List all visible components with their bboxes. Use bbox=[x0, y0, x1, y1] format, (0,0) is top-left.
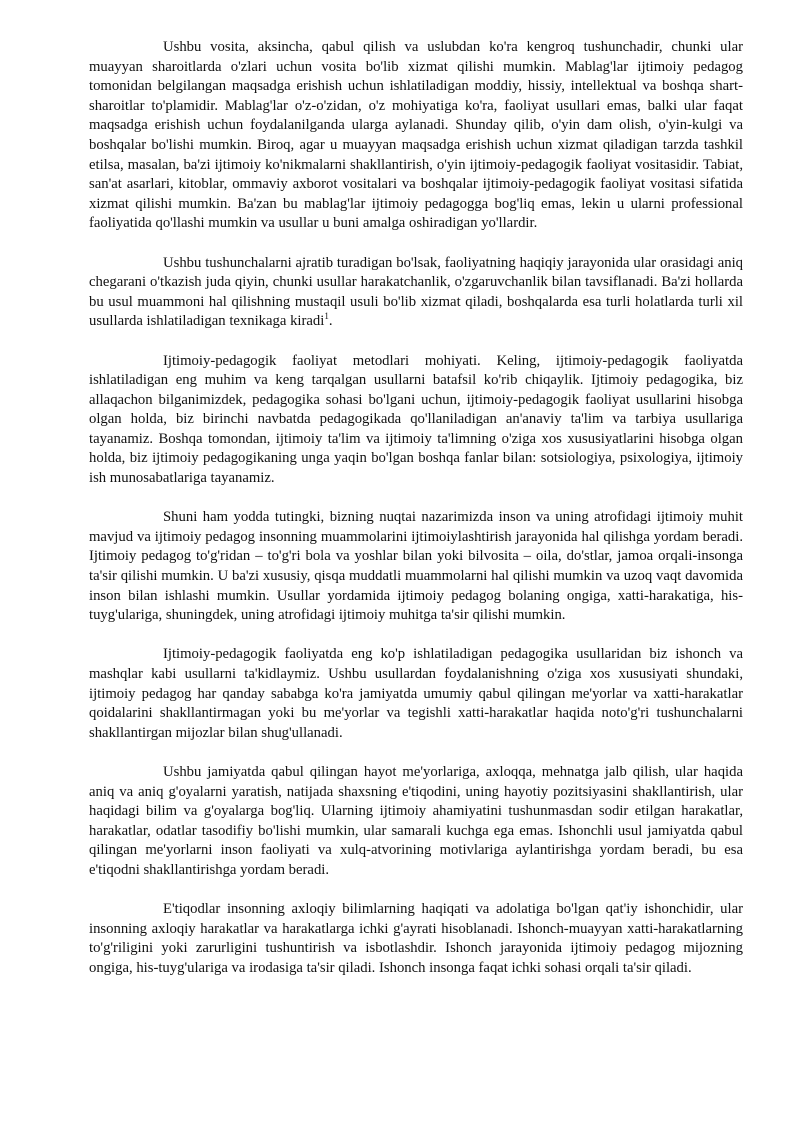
paragraph-text: Ushbu jamiyatda qabul qilingan hayot me'yorlariga, axloqqa, mehnatga jalb qilish, ular haqida aniq va aniq g'oyalarni yaratish, natijada shaxsning e'tiqodini, uning hayotiy pozitsiyasini shakllantirish, ular haqidagi bilim va g'oyalarga bog'liq. Ularning ijtimoiy ahamiyatini tushunmasdan sodir etilgan harakatlar, harakatlar, odatlar tasodifiy bo'lishi mumkin, ular samarali kuchga ega emas. Ishonchli usul jamiyatda qabul qilingan me'yorlarni inson faoliyati va xulq-atvorining motivlariga aylantirishga yordam beradi, bu esa e'tiqodni shakllantirishga yordam beradi. bbox=[89, 763, 743, 878]
paragraph-text: E'tiqodlar insonning axloqiy bilimlarning haqiqati va adolatiga bo'lgan qat'iy ishonchidir, ular insonning axloqiy harakatlar va harakatlarga ichki g'ayrati hisoblanadi. Ishonch-muayyan xatti-harakatlarning to'g'riligini yoki zarurligini tushuntirish va isbotlashdir. Ishonch jarayonida ijtimoiy pedagog mijozning ongiga, his-tuyg'ulariga va irodasiga ta'sir qiladi. Ishonch insonga faqat ichki sohasi orqali ta'sir qiladi. bbox=[89, 901, 743, 976]
paragraph-text: Ijtimoiy-pedagogik faoliyat metodlari mohiyati. Keling, ijtimoiy-pedagogik faoliyatda ishlatiladigan eng muhim va keng tarqalgan usullarni batafsil ko'rib chiqaylik. Ijtimoiy pedagogika, biz allaqachon bilganimizdek, pedagogika sohasi bo'lgani uchun, ijtimoiy-pedagogik faoliyat usullarini hisobga olgan holda, biz birinchi navbatda pedagogikada qo'llaniladigan an'anaviy ta'lim va tarbiya usullariga tayanamiz. Boshqa tomondan, ijtimoiy ta'lim va ijtimoiy ta'limning o'ziga xos xususiyatlarini hisobga olgan holda, biz ijtimoiy pedagogikaning unga yaqin bo'lgan boshqa fanlar bilan: sotsiologiya, psixologiya, ijtimoiy ish munosabatlariga tayanamiz. bbox=[89, 352, 743, 487]
footnote-marker[interactable]: 1 bbox=[324, 311, 329, 322]
paragraph-1 bbox=[89, 38, 743, 234]
paragraph-text: Shuni ham yodda tutingki, bizning nuqtai nazarimizda inson va uning atrofidagi ijtimoiy muhit mavjud va ijtimoiy pedagog insonning muammolarini ijtimoiylashtirish jarayonida hal qilishga yordam beradi. Ijtimoiy pedagog to'g'ridan – to'g'ri bola va yoshlar bilan yoki bilvosita – oila, do'stlar, jamoa orqali-insonga ta'sir qilishi mumkin. U ba'zi xususiy, qisqa muddatli muammolarni hal qilishi mumkin va uzoq vaqt davomida inson bilan ishlashi mumkin. Usullar yordamida ijtimoiy pedagog bolaning ongiga, xatti-harakatiga, his-tuyg'ulariga, shuningdek, uning atrofidagi ijtimoiy muhitga ta'sir qilishi mumkin. bbox=[89, 509, 743, 624]
document-body bbox=[89, 38, 743, 979]
paragraph-4 bbox=[89, 508, 743, 626]
paragraph-2: Ushbu tushunchalarni ajratib turadigan bo'lsak, faoliyatning haqiqiy jarayonida ular orasidagi aniq chegarani o'tkazish juda qiyin, chunki usullar harakatchanlik, o'zgaruvchanlik bilan tavsiflanadi. Ba'zi hollarda bu usul muammoni hal qilishning mustaqil usuli bo'lib xizmat qiladi, boshqalarda esa turli holatlarda turli xil usullarda ishlatiladigan texnikaga kiradi$^1$. bbox=[89, 254, 743, 330]
paragraph-text: Ushbu vosita, aksincha, qabul qilish va uslubdan ko'ra kengroq tushunchadir, chunki ular muayyan sharoitlarda o'zlari uchun vosita bo'lib xizmat qilishi mumkin. Mablag'lar ijtimoiy pedagog tomonidan belgilangan maqsadga erishish uchun ishlatiladigan moddiy, hissiy, intellektual va boshqa shart-sharoitlar to'plamidir. Mablag'lar o'z-o'zidan, o'z mohiyatiga ko'ra, faoliyat usullari emas, balki ular faqat maqsadga erishish uchun foydalanilganda ularga aylanadi. Shunday qilib, o'yin dam olish, o'yin-kulgi va boshqalar bo'lishi mumkin. Biroq, agar u muayyan maqsadga erishish uchun xizmat qiladigan tarzda tashkil etilsa, masalan, ba'zi ijtimoiy ko'nikmalarni shakllantirish, o'yin ijtimoiy-pedagogik faoliyat vositasidir. Tabiat, san'at asarlari, kitoblar, ommaviy axborot vositalari va boshqalar ijtimoiy-pedagogik faoliyat vositasi sifatida xizmat qilishi mumkin. Ba'zan bu mablag'lar ijtimoiy pedagogga bog'liq emas, lekin u ularni professional faoliyatida qo'llashi mumkin va usullar u buni amalga oshiradigan yo'llardir. bbox=[89, 39, 743, 232]
paragraph-text: Ushbu tushunchalarni ajratib turadigan bo'lsak, faoliyatning haqiqiy jarayonida ular orasidagi aniq chegarani o'tkazish juda qiyin, chunki usullar harakatchanlik, o'zgaruvchanlik bilan tavsiflanadi. Ba'zi hollarda bu usul muammoni hal qilishning mustaqil usuli bo'lib xizmat qiladi, boshqalarda esa turli holatlarda turli xil usullarda ishlatiladigan texnikaga kiradi bbox=[89, 254, 743, 330]
paragraph-text: Ijtimoiy-pedagogik faoliyatda eng ko'p ishlatiladigan pedagogika usullaridan biz ishonch va mashqlar kabi usullarni ta'kidlaymiz. Ushbu usullardan foydalanishning o'ziga xos xususiyati shundaki, ijtimoiy pedagog har qanday sababga ko'ra jamiyatda umumiy qabul qilingan me'yorlar va xatti-harakatlar qoidalarini shakllantirmagan yoki bu me'yorlar va tegishli xatti-harakatlar haqida noto'g'ri tushunchalarni shakllantirgan mijozlar bilan shug'ullanadi. bbox=[89, 646, 743, 741]
paragraph-5 bbox=[89, 645, 743, 743]
paragraph-7 bbox=[89, 900, 743, 978]
paragraph-3 bbox=[89, 352, 743, 489]
paragraph-6 bbox=[89, 763, 743, 881]
